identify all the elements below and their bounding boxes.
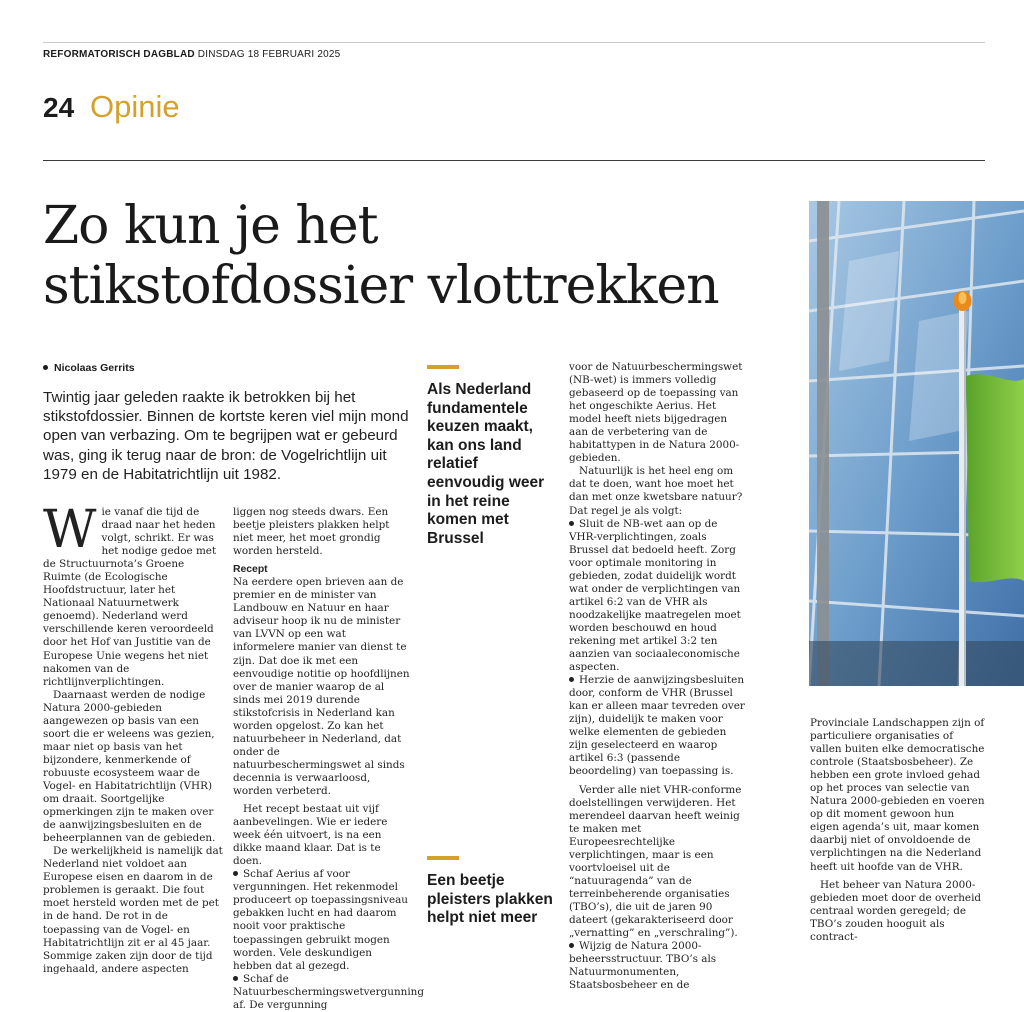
col2-bullet-2-text: Schaf de Natuurbeschermingswetvergunning af. De vergunning (233, 972, 425, 1011)
col2-paragraph-3: Het recept bestaat uit vijf aanbevelingen. Wie er iedere week één uitvoert, is na een dikke maand klaar. Dat is te doen. (233, 803, 388, 868)
byline (43, 362, 135, 374)
section-rule (43, 160, 985, 161)
headline-line-1: Zo kun je het (43, 196, 378, 256)
pull-quote-2: Een beetje pleisters plakken helpt niet meer (427, 872, 553, 927)
column-5 (810, 717, 986, 944)
col4-bullet-1-text: Sluit de NB-wet aan op de VHR-verplichtingen, zoals Brussel dat bedoeld heeft. Zorg voor optimale monitoring in gebieden, zodat duidelijk wordt wat onder de verplichtingen van artikel 6:2 van de VHR als noodzakelijke maatregelen moet worden beschouwd en houd rekening met artikel 3:2 ten aanzien van sociaaleconomische aspecten. (569, 517, 741, 674)
col4-paragraph-3: Verder alle niet VHR-conforme doelstellingen verwijderen. Het merendeel daarvan heeft weinig te maken met Europeesrechtelijke verplichtingen, maar is een voortvloeisel uit de “natuuragenda” van de terreinbeherende organisaties (TBO’s), die uit de jaren 90 dateert (gekarakteriseerd door „vernatting” en „verschraling”). (569, 783, 742, 940)
quote-1-accent-bar (427, 365, 459, 369)
col4-bullet-3-text: Wijzig de Natura 2000-beheersstructuur. TBO’s als Natuurmonumenten, Staatsbosbeheer en de (569, 940, 717, 992)
col5-paragraph-2: Het beheer van Natura 2000-gebieden moet door de overheid centraal worden geregeld; de TBO’s zouden hooguit als contract- (810, 878, 982, 943)
column-1 (43, 500, 223, 976)
headline (43, 196, 813, 316)
headline-line-2: stikstofdossier vlottrekken (43, 256, 719, 316)
author-name: Nicolaas Gerrits (54, 362, 135, 374)
col2-paragraph-2: Na eerdere open brieven aan de premier en de minister van Landbouw en Natuur en haar adviseur hoop ik nu de minister van LVVN op een wat informelere manier van dienst te zijn. Dat doe ik met een eenvoudige notitie op hoofdlijnen over de manier waarop de al sinds mei 2019 durende stikstofcrisis in Nederland kan worden opgelost. Zo kan het natuurbeheer in Nederland, dat onder de natuurbeschermingswet al sinds decennia is verwaarloosd, worden verbeterd. (233, 576, 410, 797)
col2-bullet-2 (233, 972, 425, 1012)
col4-bullet-2 (569, 674, 745, 778)
lead-paragraph: Twintig jaar geleden raakte ik betrokken bij het stikstofdossier. Binnen de kortste keren viel mijn mond open van verbazing. Om te begrijpen wat er gebeurd was, ging ik terug naar de bron: de Vogelrichtlijn uit 1979 en de Habitatrichtlijn uit 1982. (43, 389, 409, 483)
bullet-icon (233, 976, 238, 981)
col2-paragraph-1: liggen nog steeds dwars. Een beetje pleisters plakken helpt niet meer, het moet grondig worden hersteld. (233, 506, 390, 558)
col1-paragraph-2: Daarnaast werden de nodige Natura 2000-gebieden aangewezen op basis van een soort die er weleens was gezien, maar niet op basis van het bijzondere, kenmerkende of robuuste ecosysteem waar de Vogel- en Habitatrichtlijn (VHR) om draait. Soortgelijke opmerkingen zijn te maken over de aanwijzingsbesluiten en de beheerplannen van de gebieden. (43, 688, 216, 845)
bullet-icon (569, 943, 574, 948)
subheading-recept: Recept (233, 564, 268, 576)
column-2 (233, 506, 425, 1012)
col4-paragraph-1: voor de Natuurbeschermingswet (NB-wet) is immers volledig gebaseerd op de toepassing van het ongeschikte Aerius. Het model heeft niets bijgedragen aan de verbetering van de habitattypen in de Natura 2000-gebieden. (569, 361, 743, 465)
masthead-paper: REFORMATORISCH DAGBLAD (43, 49, 195, 60)
photo-illustration (809, 201, 1024, 686)
bullet-icon (233, 871, 238, 876)
col2-bullet-1 (233, 868, 410, 972)
section-title: Opinie (90, 89, 180, 124)
col1-paragraph-1: ie vanaf die tijd de draad naar het heden volgt, schrikt. Er was het nodige gedoe met de Structuurnota’s Groene Ruimte (de Ecologische Hoofdstructuur, later het Nationaal Natuurnetwerk genoemd). Nederland werd verschillende keren veroordeeld door het Hof van Justitie van de Europese Unie wegens het niet nakomen van de richtlijnverplichtingen. (43, 506, 217, 688)
quote-2-accent-bar (427, 856, 459, 860)
bullet-icon (43, 365, 48, 370)
bullet-icon (569, 521, 574, 526)
page-number: 24 (43, 92, 75, 123)
building-flagpole-photo (809, 201, 1024, 686)
pull-quote-1: Als Nederland fundamentele keuzen maakt, kan ons land relatief eenvoudig weer in het reine komen met Brussel (427, 381, 545, 547)
drop-cap: W (43, 500, 97, 560)
top-rule (43, 42, 985, 43)
col2-bullet-1-text: Schaf Aerius af voor vergunningen. Het rekenmodel produceert op toepassingsniveau gebakken lucht en had daarom nooit voor praktische toepassingen gebruikt mogen worden. Vele deskundigen hebben dat al gezegd. (233, 868, 409, 972)
masthead (43, 49, 983, 60)
col4-bullet-2-text: Herzie de aanwijzingsbesluiten door, conform de VHR (Brussel kan er alleen maar tevreden over zijn), duidelijk te maken voor welke elementen de gebieden zijn geselecteerd en waarop artikel 6:3 (passende beoordeling) van toepassing is. (569, 674, 745, 778)
col4-bullet-1 (569, 518, 745, 675)
col4-paragraph-2: Natuurlijk is het heel eng om dat te doen, want hoe moet het dan met onze kwetsbare natuur? Dat regel je als volgt: (569, 465, 743, 517)
col5-paragraph-1: Provinciale Landschappen zijn of particuliere organisaties of vallen buiten elke democratische controle (Staatsbosbeheer). Ze hebben een grote invloed gehad op het proces van selectie van Natura 2000-gebieden en voeren op dit moment gewoon hun eigen agenda’s uit, maar komen daarbij niet of onvoldoende de verplichtingen na die Nederland heeft uit hoofde van de VHR. (810, 717, 985, 873)
col4-bullet-3 (569, 940, 745, 992)
col1-paragraph-3: De werkelijkheid is namelijk dat Nederland niet voldoet aan Europese eisen en daarom in de problemen is geraakt. Die fout moet hersteld worden met de pet in de hand. De rot in de toepassing van de Vogel- en Habitatrichtlijn zit er al 45 jaar. Sommige zaken zijn door de tijd ingehaald, andere aspecten (43, 845, 223, 975)
column-4 (569, 361, 745, 992)
masthead-date: DINSDAG 18 FEBRUARI 2025 (197, 49, 341, 60)
bullet-icon (569, 677, 574, 682)
